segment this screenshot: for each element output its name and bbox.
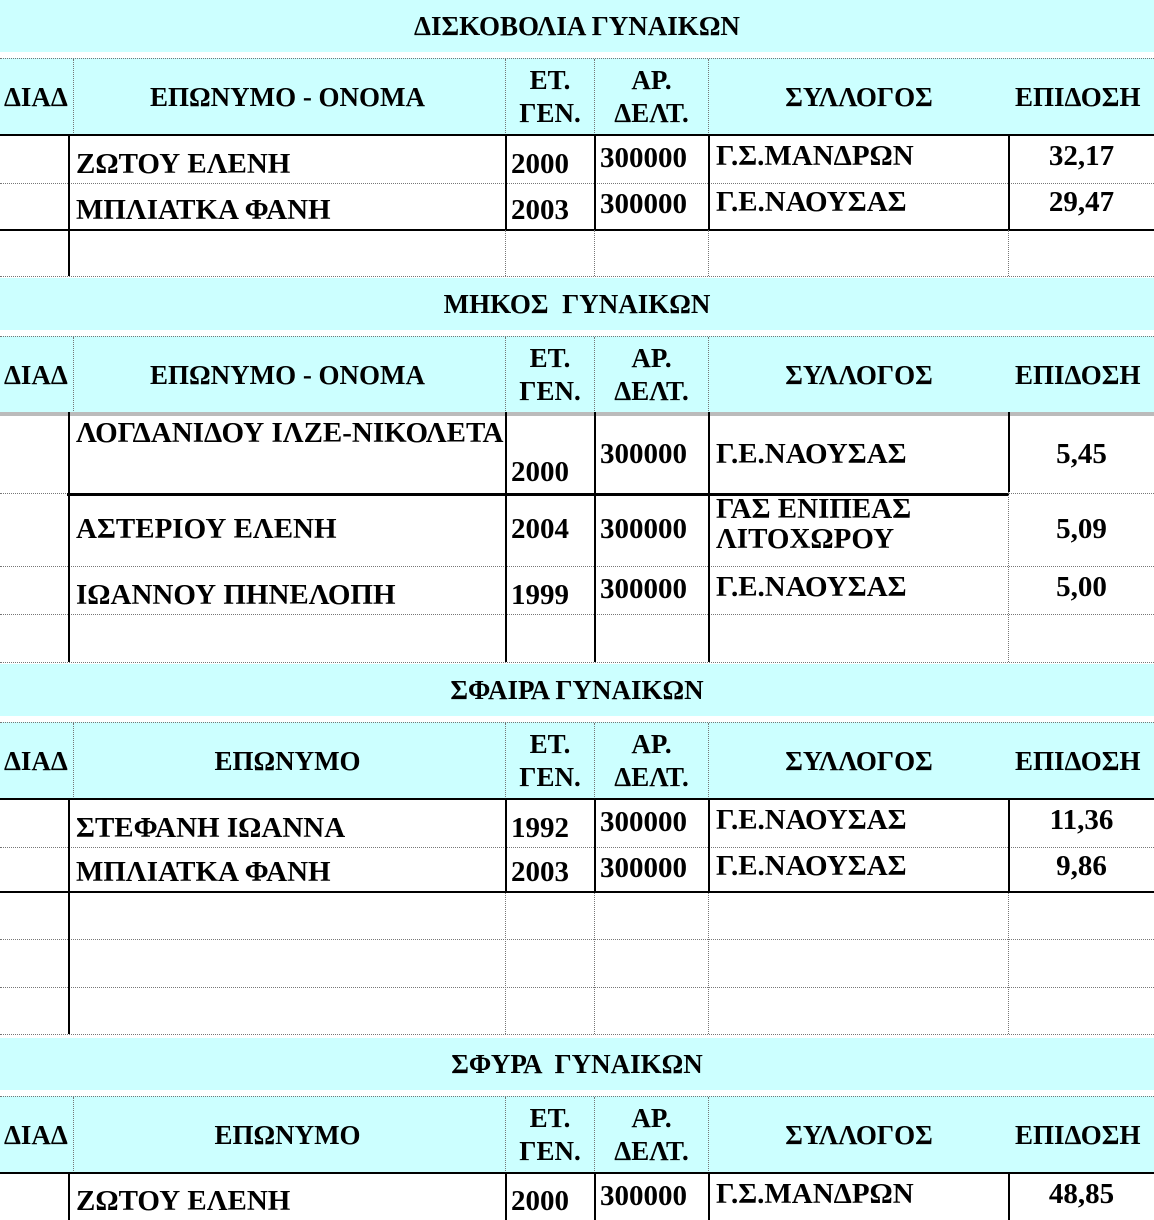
header-club: ΣΥΛΛΟΓΟΣ: [785, 745, 933, 776]
header-id-line2: ΔΕΛΤ.: [614, 376, 689, 406]
header-club: ΣΥΛΛΟΓΟΣ: [785, 1119, 933, 1150]
club-name: ΓΑΣ ΕΝΙΠΕΑΣ ΛΙΤΟΧΩΡΟΥ: [716, 493, 912, 555]
section-title: ΣΦΑΙΡΑ ΓΥΝΑΙΚΩΝ: [0, 664, 1154, 716]
header-perf: ΕΠΙΔΟΣΗ: [1015, 745, 1141, 776]
column-lines: [0, 798, 1154, 1034]
header-id-line1: ΑΡ.: [631, 1103, 672, 1133]
header-row: [0, 1096, 1154, 1174]
header-id: [595, 337, 709, 413]
header-id: [595, 59, 709, 135]
header-id-line1: ΑΡ.: [631, 343, 672, 373]
header-name: ΕΠΩΝΥΜΟ: [70, 1097, 506, 1173]
header-id-line1: ΑΡ.: [631, 729, 672, 759]
birth-year: 2003: [511, 856, 569, 888]
athlete-name: ΜΠΛΙΑΤΚΑ ΦΑΝΗ: [76, 194, 331, 226]
header-id: [595, 1097, 709, 1173]
performance: 29,47: [1048, 186, 1115, 218]
athlete-name: ΑΣΤΕΡΙΟΥ ΕΛΕΝΗ: [76, 512, 337, 545]
header-perf: ΕΠΙΔΟΣΗ: [1015, 359, 1141, 390]
athlete-name: ΛΟΓΔΑΝΙΔΟΥ ΙΛΖΕ-ΝΙΚΟΛΕΤΑ: [76, 417, 504, 449]
license-number: 300000: [600, 806, 687, 838]
header-rank: ΔΙΑΔ: [0, 1097, 74, 1173]
birth-year: 1992: [511, 812, 569, 844]
header-club: ΣΥΛΛΟΓΟΣ: [785, 81, 933, 112]
birth-year: 1999: [511, 579, 569, 611]
header-id-line2: ΔΕΛΤ.: [614, 1136, 689, 1166]
header-year-line2: ΓΕΝ.: [519, 762, 581, 792]
birth-year: 2003: [511, 194, 569, 226]
header-year-line2: ΓΕΝ.: [519, 376, 581, 406]
header-year-line1: ΕΤ.: [529, 729, 571, 759]
header-perf: ΕΠΙΔΟΣΗ: [1015, 1119, 1141, 1150]
performance: 32,17: [1048, 140, 1115, 172]
header-id-line2: ΔΕΛΤ.: [614, 762, 689, 792]
header-id-line2: ΔΕΛΤ.: [614, 98, 689, 128]
performance: 11,36: [1049, 804, 1114, 836]
header-year-line2: ΓΕΝ.: [519, 98, 581, 128]
header-perf: ΕΠΙΔΟΣΗ: [1015, 81, 1141, 112]
club-name: Γ.Σ.ΜΑΝΔΡΩΝ: [716, 1178, 914, 1210]
performance: 5,09: [1056, 512, 1107, 545]
club-name: Γ.Ε.ΝΑΟΥΣΑΣ: [716, 438, 907, 470]
header-year: [506, 59, 595, 135]
athlete-name: ΖΩΤΟΥ ΕΛΕΝΗ: [76, 1185, 291, 1217]
section-title: ΣΦΥΡΑ ΓΥΝΑΙΚΩΝ: [0, 1038, 1154, 1090]
club-name: Γ.Ε.ΝΑΟΥΣΑΣ: [716, 850, 907, 882]
athlete-name: ΜΠΛΙΑΤΚΑ ΦΑΝΗ: [76, 856, 331, 888]
header-year: [506, 1097, 595, 1173]
section-title: ΔΙΣΚΟΒΟΛΙΑ ΓΥΝΑΙΚΩΝ: [0, 0, 1154, 52]
column-lines: [0, 134, 1154, 276]
section-title: ΜΗΚΟΣ ΓΥΝΑΙΚΩΝ: [0, 278, 1154, 330]
header-year: [506, 723, 595, 799]
header-id: [595, 723, 709, 799]
club-name: Γ.Ε.ΝΑΟΥΣΑΣ: [716, 804, 907, 836]
header-rank: ΔΙΑΔ: [0, 337, 74, 413]
license-number: 300000: [600, 438, 687, 470]
birth-year: 2004: [511, 512, 569, 545]
performance: 48,85: [1048, 1178, 1115, 1210]
club-name: Γ.Σ.ΜΑΝΔΡΩΝ: [716, 140, 914, 172]
license-number: 300000: [600, 1180, 687, 1212]
club-name: Γ.Ε.ΝΑΟΥΣΑΣ: [716, 571, 907, 603]
column-lines: [0, 1172, 1154, 1220]
birth-year: 2000: [511, 1185, 569, 1217]
header-rank: ΔΙΑΔ: [0, 59, 74, 135]
header-year-line2: ΓΕΝ.: [519, 1136, 581, 1166]
club-name: Γ.Ε.ΝΑΟΥΣΑΣ: [716, 186, 907, 218]
athlete-name: ΙΩΑΝΝΟΥ ΠΗΝΕΛΟΠΗ: [76, 579, 396, 611]
header-year: [506, 337, 595, 413]
performance: 5,45: [1056, 438, 1107, 470]
athlete-name: ΖΩΤΟΥ ΕΛΕΝΗ: [76, 148, 291, 180]
header-row: [0, 58, 1154, 136]
performance: 5,00: [1056, 571, 1107, 603]
license-number: 300000: [600, 188, 687, 220]
license-number: 300000: [600, 512, 687, 545]
column-lines: [0, 412, 1154, 662]
header-row: [0, 722, 1154, 800]
license-number: 300000: [600, 573, 687, 605]
performance: 9,86: [1056, 850, 1107, 882]
license-number: 300000: [600, 852, 687, 884]
header-club: ΣΥΛΛΟΓΟΣ: [785, 359, 933, 390]
birth-year: 2000: [511, 456, 569, 488]
header-id-line1: ΑΡ.: [631, 65, 672, 95]
header-name: ΕΠΩΝΥΜΟ - ΟΝΟΜΑ: [70, 337, 506, 413]
athlete-name: ΣΤΕΦΑΝΗ ΙΩΑΝΝΑ: [76, 812, 346, 844]
header-name: ΕΠΩΝΥΜΟ: [70, 723, 506, 799]
header-row: [0, 336, 1154, 414]
header-year-line1: ΕΤ.: [529, 65, 571, 95]
header-name: ΕΠΩΝΥΜΟ - ΟΝΟΜΑ: [70, 59, 506, 135]
header-year-line1: ΕΤ.: [529, 1103, 571, 1133]
header-rank: ΔΙΑΔ: [0, 723, 74, 799]
license-number: 300000: [600, 142, 687, 174]
header-year-line1: ΕΤ.: [529, 343, 571, 373]
birth-year: 2000: [511, 148, 569, 180]
